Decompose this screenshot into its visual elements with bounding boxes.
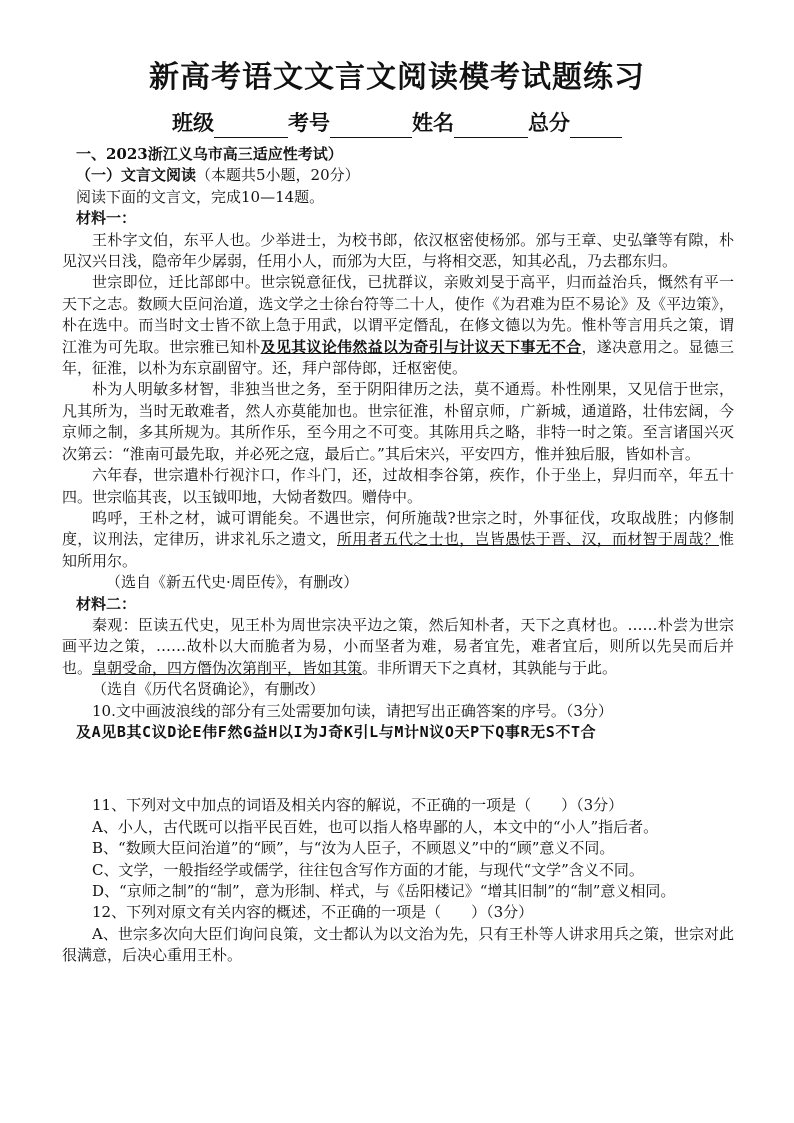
material2-source: （选自《历代名贤确论》，有删改） — [92, 680, 325, 699]
wavy-line-passage: 及见其议论伟然益以为奇引与计议天下事无不合 — [260, 337, 582, 356]
material1-paragraph-5 — [62, 508, 734, 572]
paragraph-text: 呜呼，王朴之材，诚可谓能矣。不遇世宗，何所施哉?世宗之时，外事征伐，攻取战胜；内修制度，议刑法，定律历，讲求礼乐之遗文， — [62, 508, 734, 549]
part-title: （一）文言文阅读 — [76, 166, 197, 185]
question-11-option-c: C、文学，一般指经学或儒学，往往包含写作方面的才能，与现代“文学”含义不同。 — [92, 860, 644, 879]
name-blank[interactable] — [454, 115, 528, 138]
underlined-sentence: 所用者五代之士也，岂皆愚怯于晋、汉，而材智于周哉？ — [337, 530, 719, 549]
answer-space — [62, 743, 734, 795]
paragraph-text: 世宗即位，迁比部郎中。世宗锐意征伐，已扰群议，亲败刘旻于高平，归而益治兵，慨然有平一天下之志。数顾大臣问治道，选文学之士徐台符等二十人，使作《为君难为臣不易论》及《平边策》，朴在选中。而当时文士皆不欲上急于用武，以谓平定僭乱，在修文德以为先。惟朴等言用兵之策，谓江淮为可先取。世宗雅已知朴 — [62, 273, 734, 356]
question-11-option-a: A、小人，古代既可以指平民百姓，也可以指人格卑鄙的人，本文中的“小人”指后者。 — [92, 817, 659, 836]
paragraph-text: 惟知所用尔。 — [62, 530, 734, 570]
class-blank[interactable] — [214, 115, 288, 138]
class-label: 班级 — [172, 111, 214, 135]
paragraph-text: 秦观：臣读五代史，见王朴为周世宗决平边之策，然后知朴者，天下之真材也。……朴尝为世宗画平边之策，……故朴以大而脆者为易，小而坚者为难，易者宜先，难者宜后，则所以先吴而后并也。 — [62, 615, 734, 677]
page-title: 新高考语文文言文阅读模考试题练习 — [149, 60, 645, 95]
question-10-answer-options: 及A见B其C议D论E伟F然G益H以I为J奇K引L与M计N议O天P下Q事R无S不T合 — [76, 722, 597, 741]
name-label: 姓名 — [412, 111, 454, 135]
score-blank[interactable] — [570, 115, 622, 138]
underlined-sentence: 皇朝受命，四方僭伪次第削平，皆如其策 — [92, 658, 363, 677]
material1-source: （选自《新五代史·周臣传》，有删改） — [106, 573, 359, 592]
material2-heading: 材料二： — [76, 594, 137, 613]
material1-heading: 材料一： — [76, 209, 137, 228]
exam-number-label: 考号 — [288, 111, 330, 135]
material1-paragraph-3: 朴为人明敏多材智，非独当世之务，至于阴阳律历之法，莫不通焉。朴性刚果，又见信于世宗，凡其所为，当时无敢难者，然人亦莫能加也。世宗征淮，朴留京师，广新城，通道路，壮伟宏阔，今京师之制，多其所规为。其所作乐，至今用之不可变。其陈用兵之略，非特一时之策。至言诸国兴灭次第云：“淮南可最先取，并必死之寇，最后亡。”其后宋兴，平安四方，惟并独后服，皆如朴言。 — [62, 380, 734, 463]
question-11-option-b: B、“数顾大臣问治道”的“顾”，与“汝为人臣子，不顾恩义”中的“顾”意义不同。 — [92, 839, 615, 858]
question-11-option-d: D、“京师之制”的“制”，意为形制、样式，与《岳阳楼记》“增其旧制”的“制”意义相同。 — [92, 882, 676, 900]
question-11-stem: 11、下列对文中加点的词语及相关内容的解说，不正确的一项是（ ）（3分） — [92, 796, 624, 815]
paragraph-text: ，遂决意用之。显德三年，征淮，以朴为东京副留守。还，拜户部侍郎，迁枢密使。 — [62, 337, 734, 378]
exam-content — [62, 144, 734, 967]
question-12-option-a: A、世宗多次向大臣们询问良策，文士都认为以文治为先，只有王朴等人讲求用兵之策，世宗对此很满意，后决心重用王朴。 — [62, 924, 734, 965]
material2-paragraph-1 — [62, 615, 734, 679]
paragraph-text: 。非所谓天下之真材，其孰能与于此。 — [362, 658, 618, 677]
question-12-stem: 12、下列对原文有关内容的概述，不正确的一项是（ ）（3分） — [92, 903, 534, 922]
material1-paragraph-1: 王朴字文伯，东平人也。少举进士，为校书郎，依汉枢密使杨邠。邠与王章、史弘肇等有隙，朴见汉兴日浅，隐帝年少孱弱，任用小人，而邠为大臣，与将相交恶，知其必乱，乃去郡东归。 — [62, 230, 734, 271]
question-10-stem: 10.文中画波浪线的部分有三处需要加句读，请把写出正确答案的序号。（3分） — [92, 701, 613, 720]
section-source: 一、2023浙江义乌市高三适应性考试） — [76, 145, 343, 163]
exam-number-blank[interactable] — [330, 115, 412, 138]
score-label: 总分 — [528, 111, 570, 135]
part-note: （本题共5小题，20分） — [196, 166, 360, 185]
reading-instruction: 阅读下面的文言文，完成10—14题。 — [76, 187, 325, 206]
material1-paragraph-4: 六年春，世宗遣朴行视汴口，作斗门，还，过故相李谷第，疾作，仆于坐上，舁归而卒，年五十四。世宗临其丧，以玉钺叩地，大恸者数四。赠侍中。 — [62, 466, 734, 506]
part-heading — [62, 165, 734, 186]
student-info-line — [0, 108, 794, 138]
material1-paragraph-2 — [62, 272, 734, 379]
